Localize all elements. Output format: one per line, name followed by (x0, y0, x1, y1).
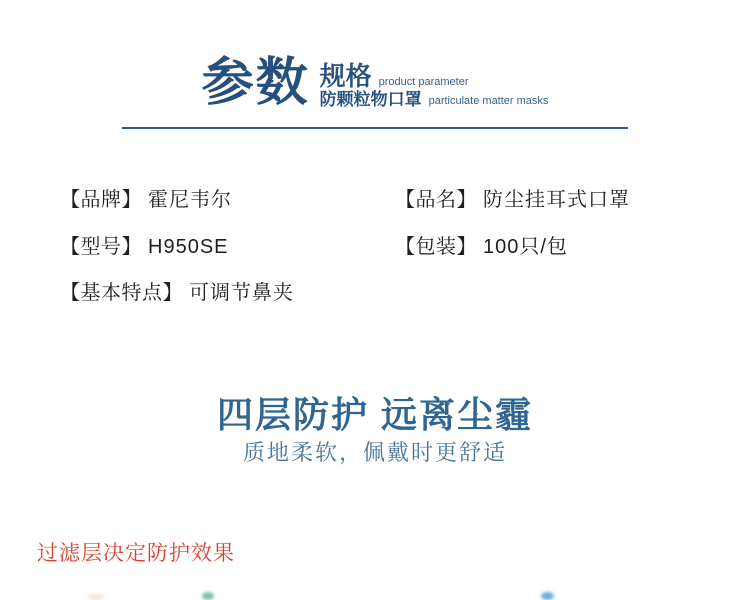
spec-value: 防尘挂耳式口罩 (483, 189, 630, 211)
spec-label: 【品名】 (395, 189, 477, 211)
header-subtitle-en: product parameter (378, 76, 469, 88)
spec-row-features (60, 276, 294, 305)
spec-label: 【品牌】 (60, 189, 142, 211)
spec-row-brand (60, 183, 232, 212)
header-subtitle-cn: 规格 (319, 61, 372, 91)
spec-value: 霍尼韦尔 (148, 189, 232, 211)
spec-label: 【型号】 (60, 236, 142, 258)
header-subtitle-line1 (320, 63, 549, 89)
filter-note-text: 过滤层决定防护效果 (37, 542, 235, 565)
spec-row-packaging (395, 230, 568, 259)
header-product-type-cn: 防颗粒物口罩 (319, 90, 422, 109)
next-image-cutoff-strip (0, 588, 750, 600)
spec-row-product-name (395, 183, 630, 212)
spec-value: 可调节鼻夹 (189, 282, 294, 304)
cutoff-speck-teal (202, 592, 214, 600)
header-title-cn: 参数 (201, 54, 310, 112)
section-header (0, 55, 750, 112)
spec-label: 【基本特点】 (60, 282, 183, 304)
cutoff-speck-blue (541, 592, 554, 600)
spec-value: 100只/包 (483, 236, 568, 258)
header-subtitle-line2 (320, 91, 549, 108)
promo-subheadline: 质地柔软，佩戴时更舒适 (242, 440, 507, 465)
cutoff-speck-pink (88, 594, 104, 600)
spec-label: 【包装】 (395, 236, 477, 258)
header-subtitle-block (320, 55, 549, 108)
spec-row-model (60, 230, 229, 259)
header-product-type-en: particulate matter masks (428, 95, 549, 107)
promo-headline: 四层防护 远离尘霾 (216, 394, 533, 435)
header-divider-line (122, 127, 628, 129)
spec-value: H950SE (148, 236, 229, 258)
